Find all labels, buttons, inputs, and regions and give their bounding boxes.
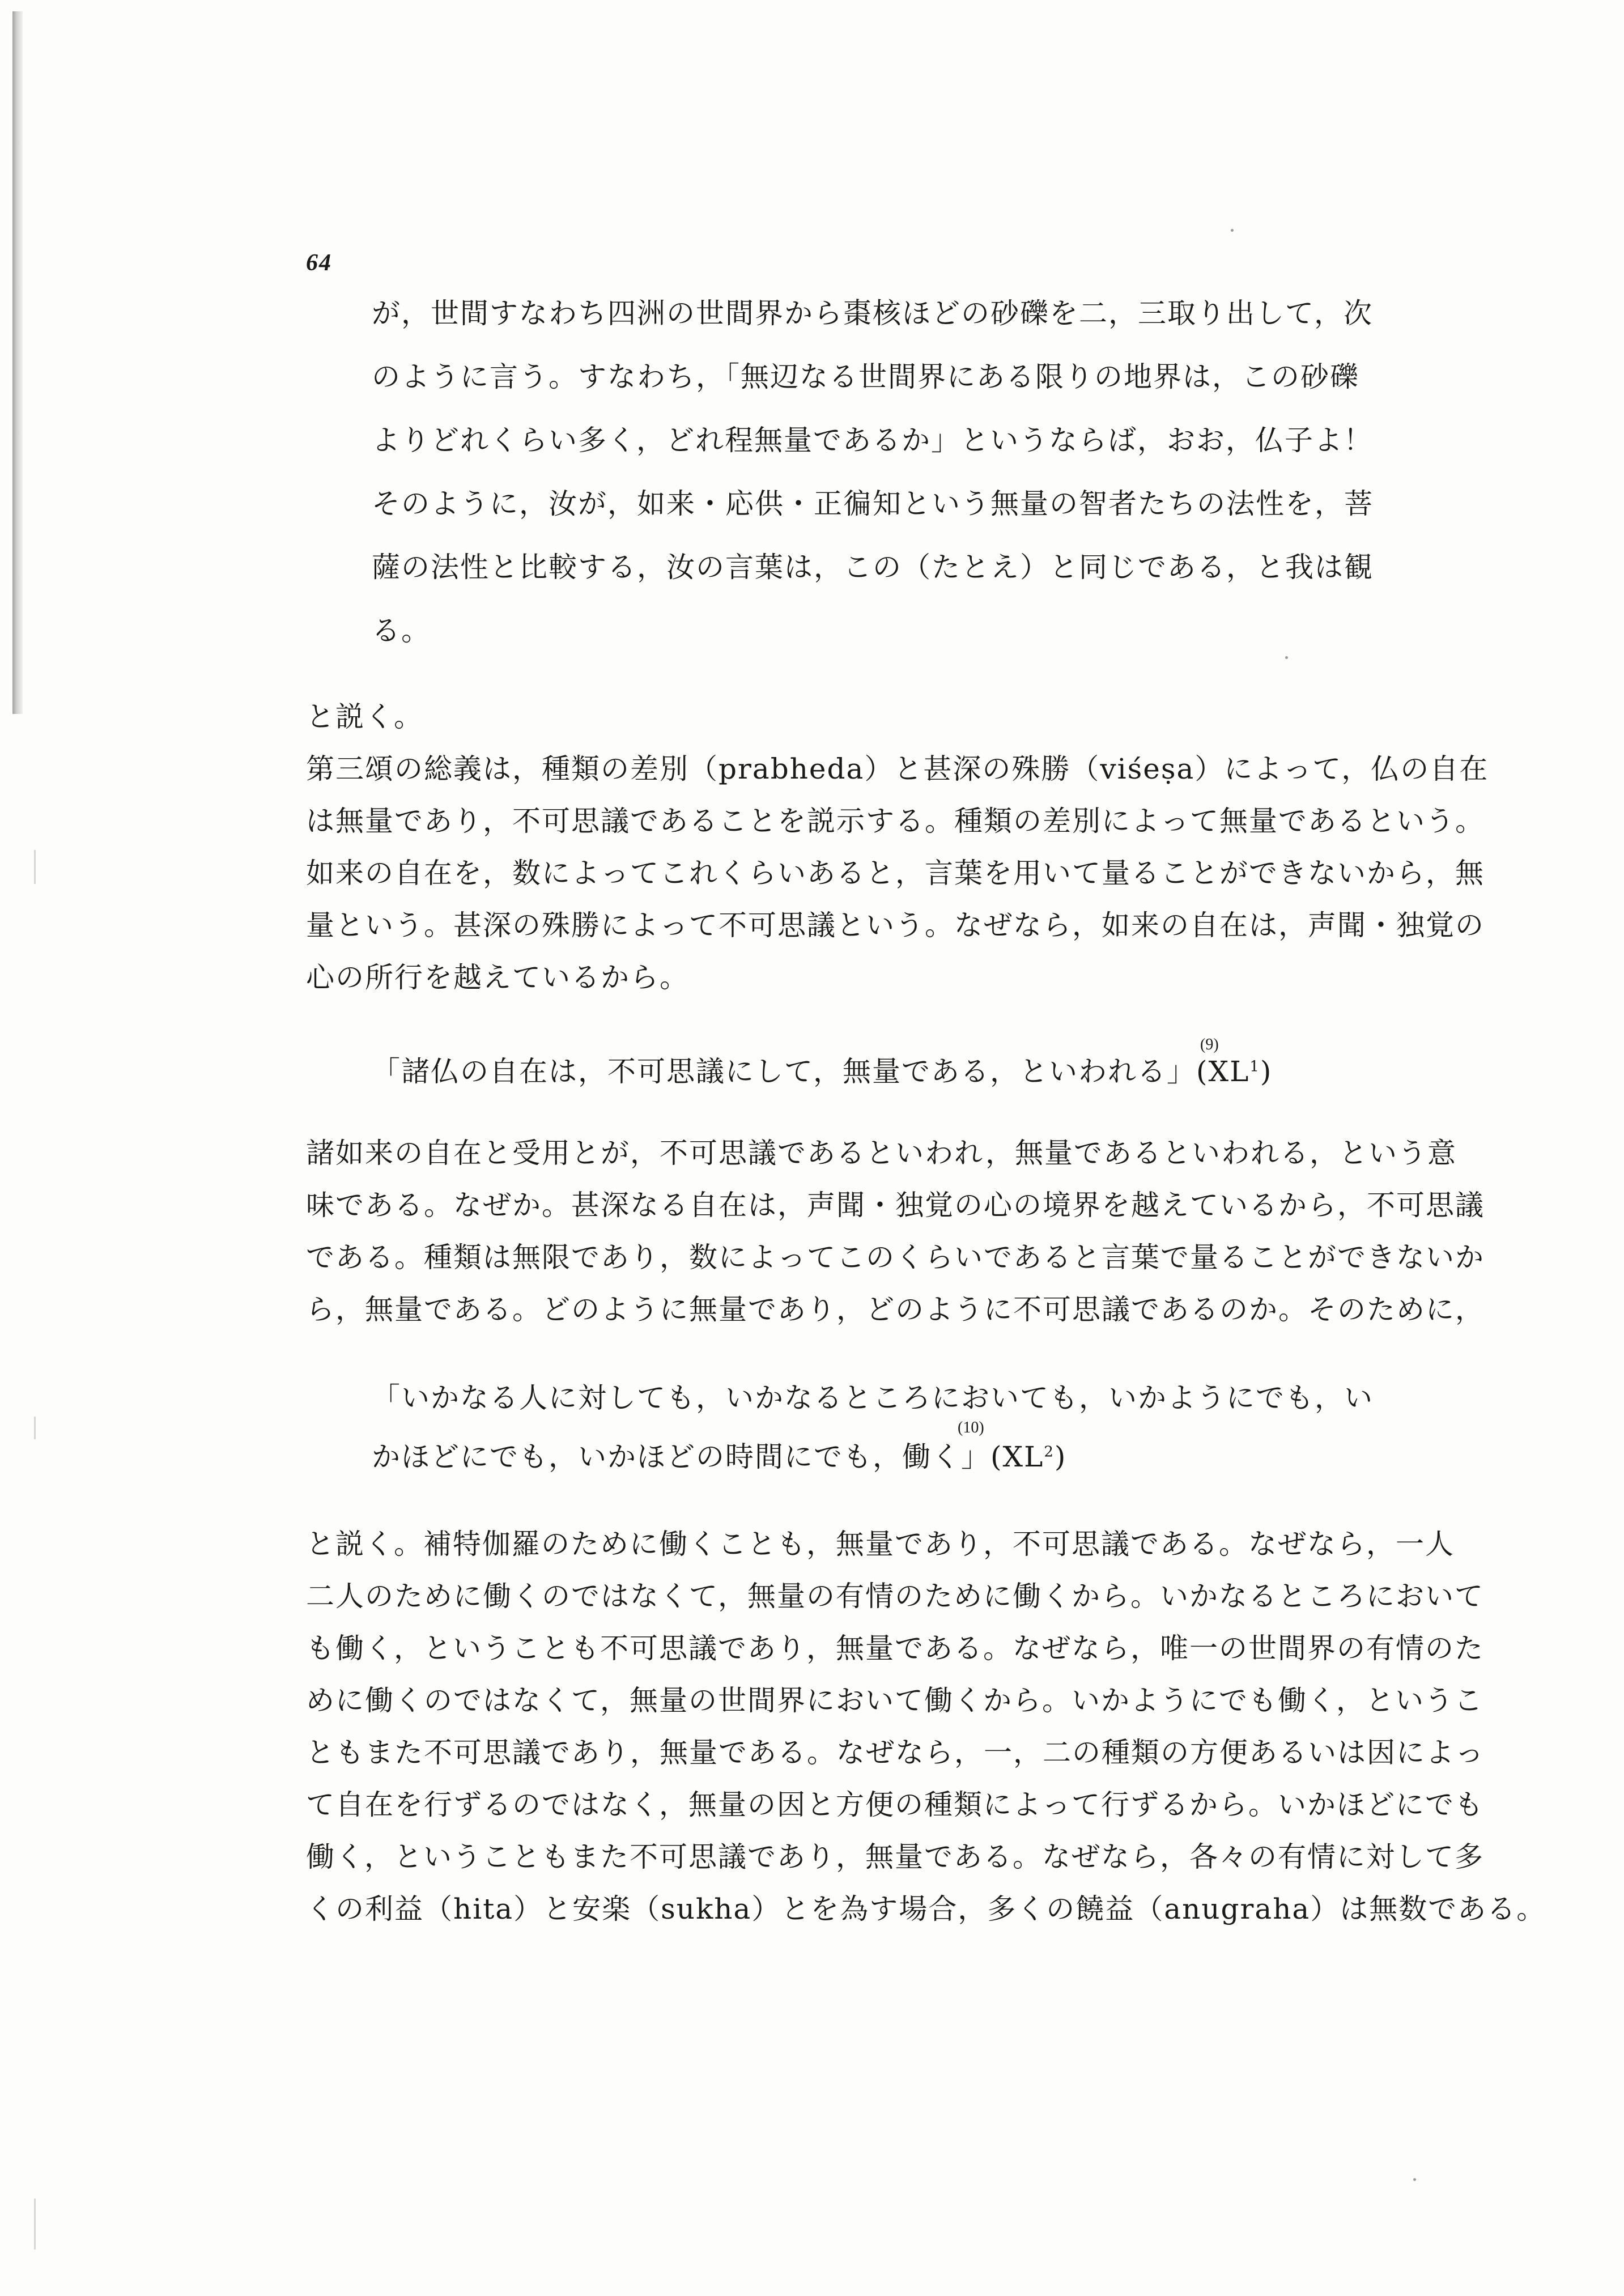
- quote-block-1-line: そのように，汝が，如来・応供・正徧知という無量の智者たちの法性を，菩: [372, 487, 1374, 520]
- paragraph-3-line: 味である。なぜか。甚深なる自在は，声聞・独覚の心の境界を越えているから，不可思議: [306, 1189, 1485, 1222]
- paragraph-4-line: と説く。補特伽羅のために働くことも，無量であり，不可思議である。なぜなら，一人: [306, 1528, 1455, 1561]
- paragraph-4-line: て自在を行ずるのではなく，無量の因と方便の種類によって行ずるから。いかほどにでも: [306, 1788, 1484, 1821]
- quote-3-text: かほどにでも，いかほどの時間にでも，働く」(XL: [372, 1440, 1044, 1473]
- paragraph-2-line: 第三頌の総義は，種類の差別（prabheda）と甚深の殊勝（viśeṣa）によって，仏の自在: [306, 752, 1489, 785]
- paragraph-2-line: 量という。甚深の殊勝によって不可思議という。なぜなら，如来の自在は，声聞・独覚の: [306, 909, 1485, 942]
- paragraph-2-line: は無量であり，不可思議であることを説示する。種類の差別によって無量であるという。: [306, 805, 1485, 837]
- paragraph-3-line: 諸如来の自在と受用とが，不可思議であるといわれ，無量であるといわれる，という意: [306, 1137, 1457, 1170]
- paragraph-4-line: めに働くのではなくて，無量の世間界において働くから。いかようにでも働く，というこ: [306, 1684, 1483, 1717]
- quote-3-line-1: 「いかなる人に対しても，いかなるところにおいても，いかようにでも，い: [372, 1381, 1374, 1414]
- scan-speck: [1231, 229, 1234, 232]
- quote-block-1-line: よりどれくらい多く，どれ程無量であるか」というならば，おお，仏子よ！: [372, 424, 1373, 457]
- scan-binding-edge: [12, 11, 23, 714]
- quote-block-1-line: のように言う。すなわち，「無辺なる世間界にある限りの地界は，この砂礫: [372, 360, 1359, 393]
- page-number: 64: [306, 250, 332, 276]
- quote-block-1-line: る。: [372, 614, 431, 647]
- paragraph-4-line: 働く，ということもまた不可思議であり，無量である。なぜなら，各々の有情に対して多: [306, 1840, 1484, 1873]
- paragraph-1-line: と説く。: [306, 700, 423, 733]
- quote-2: [372, 1057, 1272, 1086]
- quote-3-line-2: [372, 1440, 1067, 1473]
- quote-block-1-line: 薩の法性と比較する，汝の言葉は，この（たとえ）と同じである，と我は観: [372, 551, 1374, 584]
- scan-speck: [1413, 2178, 1416, 2181]
- quote-3-close: ): [1054, 1440, 1067, 1473]
- paragraph-4-line: も働く，ということも不可思議であり，無量である。なぜなら，唯一の世間界の有情のた: [306, 1632, 1484, 1665]
- quote-2-close: ): [1260, 1055, 1273, 1088]
- paragraph-4-line: ともまた不可思議であり，無量である。なぜなら，一，二の種類の方便あるいは因によっ: [306, 1736, 1485, 1769]
- paragraph-3-line: である。種類は無限であり，数によってこのくらいであると言葉で量ることができないか: [306, 1241, 1485, 1274]
- scan-mark: [34, 2199, 36, 2250]
- footnote-marker-9: (9): [1200, 1036, 1219, 1053]
- paragraph-2-line: 如来の自在を，数によってこれくらいあると，言葉を用いて量ることができないから，無: [306, 857, 1485, 890]
- scan-mark: [34, 850, 36, 884]
- paragraph-4-line: くの利益（hita）と安楽（sukha）とを為す場合，多くの饒益（anugraha）は無数である。: [306, 1893, 1546, 1925]
- scan-mark: [34, 1417, 36, 1439]
- quote-block-1-line: が，世間すなわち四洲の世間界から棗核ほどの砂礫を二，三取り出して，次: [372, 297, 1373, 330]
- scan-speck: [1285, 656, 1288, 659]
- quote-3-superscript: 2: [1044, 1443, 1055, 1461]
- paragraph-4-line: 二人のために働くのではなくて，無量の有情のために働くから。いかなるところにおいて: [306, 1580, 1484, 1613]
- quote-2-text: 「諸仏の自在は，不可思議にして，無量である，といわれる」(XL: [372, 1055, 1250, 1088]
- paragraph-3-line: ら，無量である。どのように無量であり，どのように不可思議であるのか。そのために，: [306, 1293, 1485, 1326]
- footnote-marker-10: (10): [958, 1419, 984, 1436]
- paragraph-2-line: 心の所行を越えているから。: [306, 961, 689, 994]
- quote-2-superscript: 1: [1249, 1058, 1260, 1075]
